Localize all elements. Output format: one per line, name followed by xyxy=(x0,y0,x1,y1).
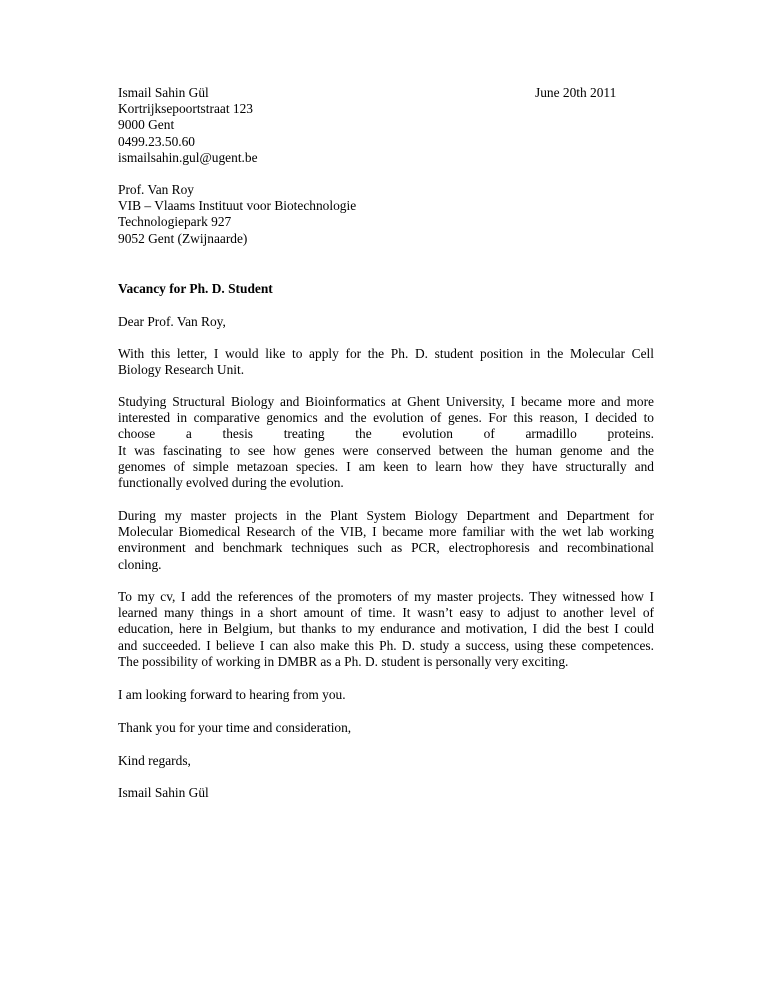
paragraph-line: education, here in Belgium, but thanks to my endurance and motivation, I did the best I could xyxy=(118,621,654,637)
salutation: Dear Prof. Van Roy, xyxy=(118,314,226,329)
sender-city: 9000 Gent xyxy=(118,117,175,133)
paragraph-line: Studying Structural Biology and Bioinformatics at Ghent University, I became more and more xyxy=(118,394,654,409)
body-paragraph-2 xyxy=(118,394,654,491)
paragraph-line: environment and benchmark techniques such as PCR, electrophoresis and recombinational xyxy=(118,540,654,556)
recipient-address xyxy=(118,182,654,247)
paragraph-line: The possibility of working in DMBR as a Ph. D. student is personally very exciting. xyxy=(118,653,569,669)
letter-date: June 20th 2011 xyxy=(535,85,617,100)
paragraph-line: functionally evolved during the evolution. xyxy=(118,475,344,491)
paragraph-line: cloning. xyxy=(118,556,162,572)
regards-line: Kind regards, xyxy=(118,753,191,768)
recipient-city: 9052 Gent (Zwijnaarde) xyxy=(118,230,248,246)
paragraph-line: genomes of simple metazoan species. I am keen to learn how they have structurally and xyxy=(118,458,654,474)
paragraph-line: Biology Research Unit. xyxy=(118,362,245,378)
paragraph-line: choose a thesis treating the evolution of armadillo proteins. xyxy=(118,426,654,442)
thanks-line: Thank you for your time and consideration, xyxy=(118,720,352,735)
sender-phone: 0499.23.50.60 xyxy=(118,133,195,149)
paragraph-line: To my cv, I add the references of the promoters of my master projects. They witnessed how I xyxy=(118,589,654,604)
sender-email: ismailsahin.gul@ugent.be xyxy=(118,149,258,165)
paragraph-line: Molecular Biomedical Research of the VIB, I became more familiar with the wet lab working xyxy=(118,524,654,540)
paragraph-line: and succeeded. I believe I can also make this Ph. D. study a success, using these competences. xyxy=(118,637,654,653)
recipient-name: Prof. Van Roy xyxy=(118,182,195,197)
recipient-street: Technologiepark 927 xyxy=(118,214,232,230)
closing-line: I am looking forward to hearing from you. xyxy=(118,687,346,702)
body-paragraph-4 xyxy=(118,589,654,670)
sender-name: Ismail Sahin Gül xyxy=(118,85,209,100)
paragraph-line: With this letter, I would like to apply for the Ph. D. student position in the Molecular Cell xyxy=(118,346,654,361)
paragraph-line: learned many things in a short amount of time. It wasn’t easy to adjust to another level of xyxy=(118,605,654,621)
paragraph-line: It was fascinating to see how genes were conserved between the human genome and the xyxy=(118,442,654,458)
paragraph-line: During my master projects in the Plant System Biology Department and Department for xyxy=(118,508,654,523)
body-paragraph-1 xyxy=(118,346,654,378)
body-paragraph-3 xyxy=(118,508,654,573)
paragraph-line: interested in comparative genomics and the evolution of genes. For this reason, I decided to xyxy=(118,410,654,426)
sender-street: Kortrijksepoortstraat 123 xyxy=(118,101,253,117)
letter-subject: Vacancy for Ph. D. Student xyxy=(118,281,273,296)
signature-name: Ismail Sahin Gül xyxy=(118,785,209,800)
recipient-institute: VIB – Vlaams Instituut voor Biotechnologie xyxy=(118,198,357,214)
